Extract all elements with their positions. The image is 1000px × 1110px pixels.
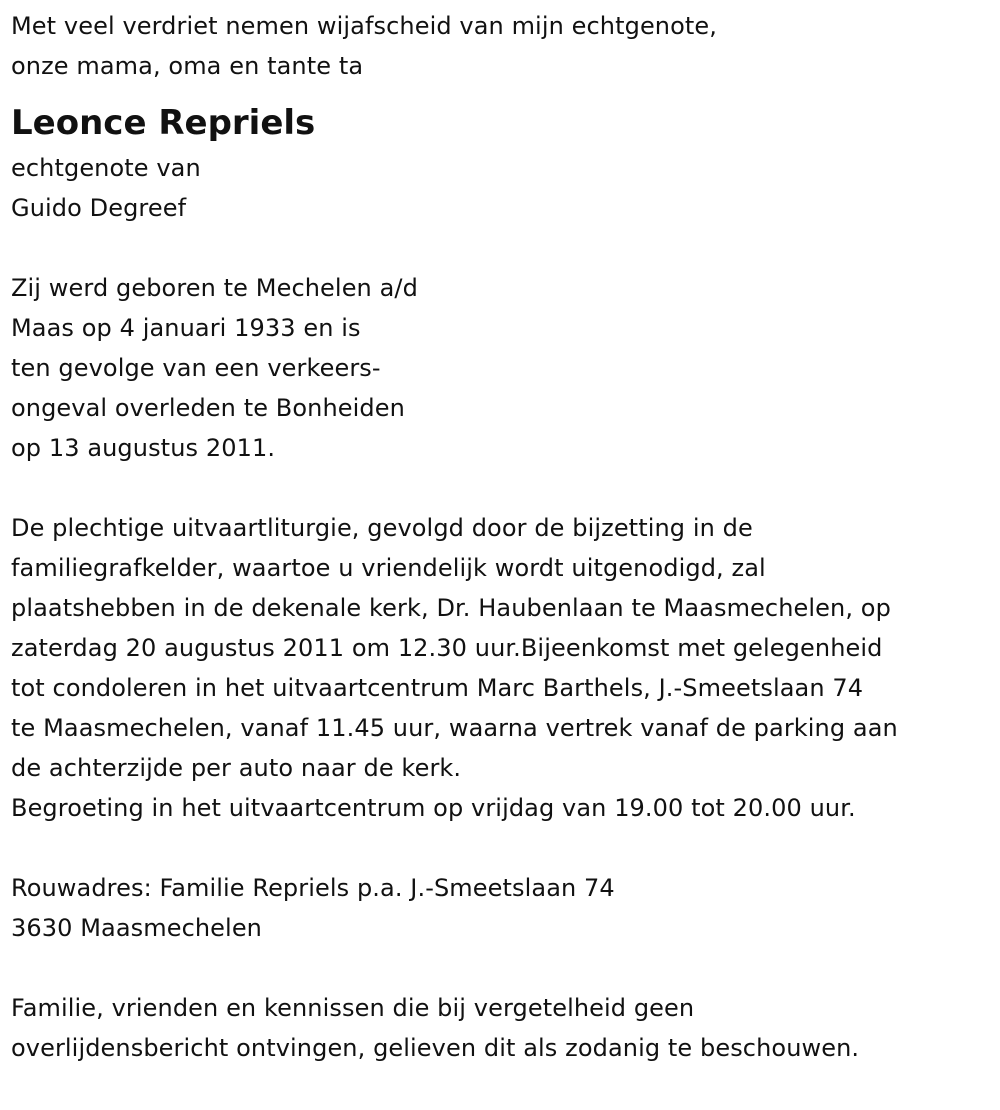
text-line: Begroeting in het uitvaartcentrum op vrijdag van 19.00 tot 20.00 uur. bbox=[11, 794, 856, 822]
spacer bbox=[11, 948, 996, 988]
text-line: Familie, vrienden en kennissen die bij vergetelheid geen bbox=[11, 994, 695, 1022]
closing-paragraph bbox=[11, 988, 996, 1068]
intro-paragraph bbox=[11, 6, 996, 86]
text-line: echtgenote van bbox=[11, 154, 201, 182]
text-line: tot condoleren in het uitvaartcentrum Marc Barthels, J.-Smeetslaan 74 bbox=[11, 674, 864, 702]
birth-death-paragraph bbox=[11, 268, 996, 468]
deceased-name: Leonce Repriels bbox=[11, 103, 316, 143]
text-line: ten gevolge van een verkeers- bbox=[11, 354, 381, 382]
text-line: Met veel verdriet nemen wijafscheid van mijn echtgenote, bbox=[11, 12, 718, 40]
text-line: Zij werd geboren te Mechelen a/d bbox=[11, 274, 418, 302]
text-line: op 13 augustus 2011. bbox=[11, 434, 276, 462]
text-line: onze mama, oma en tante ta bbox=[11, 52, 364, 80]
spacer bbox=[11, 828, 996, 868]
text-line: te Maasmechelen, vanaf 11.45 uur, waarna vertrek vanaf de parking aan bbox=[11, 714, 898, 742]
text-line: familiegrafkelder, waartoe u vriendelijk wordt uitgenodigd, zal bbox=[11, 554, 766, 582]
text-line: 3630 Maasmechelen bbox=[11, 914, 262, 942]
address-paragraph bbox=[11, 868, 996, 948]
spacer bbox=[11, 228, 996, 268]
text-line: plaatshebben in de dekenale kerk, Dr. Haubenlaan te Maasmechelen, op bbox=[11, 594, 891, 622]
text-line: Guido Degreef bbox=[11, 194, 187, 222]
obituary-notice bbox=[11, 6, 996, 1068]
text-line: Maas op 4 januari 1933 en is bbox=[11, 314, 361, 342]
text-line: zaterdag 20 augustus 2011 om 12.30 uur.Bijeenkomst met gelegenheid bbox=[11, 634, 883, 662]
spouse-paragraph bbox=[11, 148, 996, 228]
text-line: de achterzijde per auto naar de kerk. bbox=[11, 754, 462, 782]
text-line: Rouwadres: Familie Repriels p.a. J.-Smeetslaan 74 bbox=[11, 874, 615, 902]
text-line: overlijdensbericht ontvingen, gelieven dit als zodanig te beschouwen. bbox=[11, 1034, 860, 1062]
ceremony-paragraph bbox=[11, 508, 996, 828]
spacer bbox=[11, 468, 996, 508]
text-line: ongeval overleden te Bonheiden bbox=[11, 394, 405, 422]
text-line: De plechtige uitvaartliturgie, gevolgd door de bijzetting in de bbox=[11, 514, 753, 542]
